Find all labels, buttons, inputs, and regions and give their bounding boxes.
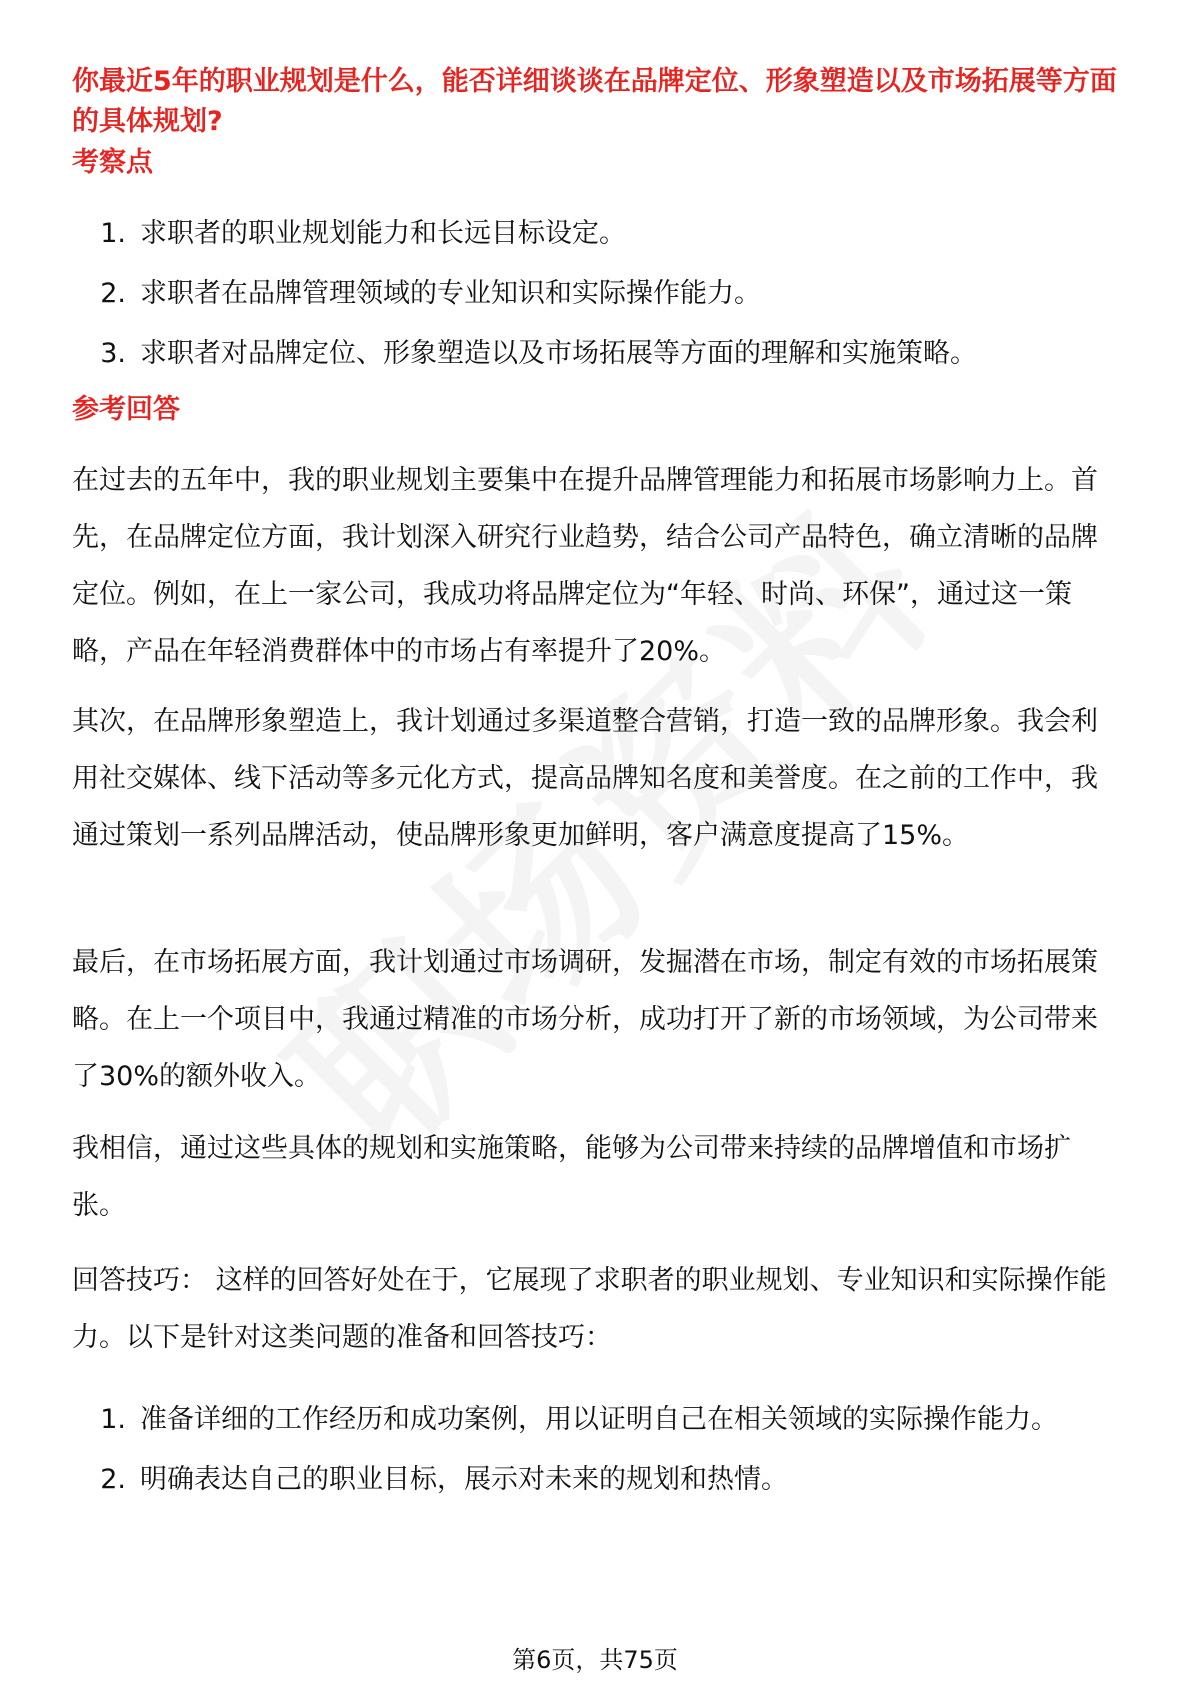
list-item-text: 明确表达自己的职业目标，展示对未来的规划和热情。 — [140, 1464, 788, 1495]
list-item-text: 求职者的职业规划能力和长远目标设定。 — [140, 218, 626, 249]
list-item-text: 求职者在品牌管理领域的专业知识和实际操作能力。 — [140, 278, 761, 309]
answer-paragraph: 在过去的五年中，我的职业规划主要集中在提升品牌管理能力和拓展市场影响力上。首先，在品牌定位方面，我计划深入研究行业趋势，结合公司产品特色，确立清晰的品牌定位。例如，在上一家公司，我成功将品牌定位为“年轻、时尚、环保”，通过这一策略，产品在年轻消费群体中的市场占有率提升了20%。 — [72, 465, 1098, 667]
list-item: 1. 求职者的职业规划能力和长远目标设定。 — [72, 216, 1122, 252]
answer-paragraph: 其次，在品牌形象塑造上，我计划通过多渠道整合营销，打造一致的品牌形象。我会利用社交媒体、线下活动等多元化方式，提高品牌知名度和美誉度。在之前的工作中，我通过策划一系列品牌活动，使品牌形象更加鲜明，客户满意度提高了15%。 — [72, 706, 1098, 851]
page-number: 第6页，共75页 — [512, 1646, 678, 1674]
list-item-text: 准备详细的工作经历和成功案例，用以证明自己在相关领域的实际操作能力。 — [140, 1404, 1058, 1435]
tips-list — [72, 1402, 1122, 1522]
list-item: 3. 求职者对品牌定位、形象塑造以及市场拓展等方面的理解和实施策略。 — [72, 336, 1122, 372]
list-item: 2. 明确表达自己的职业目标，展示对未来的规划和热情。 — [72, 1462, 1122, 1498]
question-title: 你最近5年的职业规划是什么，能否详细谈谈在品牌定位、形象塑造以及市场拓展等方面的具体规划? — [72, 66, 1117, 137]
answer-paragraph: 我相信，通过这些具体的规划和实施策略，能够为公司带来持续的品牌增值和市场扩张。 — [72, 1133, 1071, 1221]
list-item: 2. 求职者在品牌管理领域的专业知识和实际操作能力。 — [72, 276, 1122, 312]
answer-paragraph: 最后，在市场拓展方面，我计划通过市场调研，发掘潜在市场，制定有效的市场拓展策略。在上一个项目中，我通过精准的市场分析，成功打开了新的市场领域，为公司带来了30%的额外收入。 — [72, 947, 1098, 1092]
list-item-text: 求职者对品牌定位、形象塑造以及市场拓展等方面的理解和实施策略。 — [140, 338, 977, 369]
tips-paragraph: 回答技巧： 这样的回答好处在于，它展现了求职者的职业规划、专业知识和实际操作能力。以下是针对这类问题的准备和回答技巧： — [72, 1265, 1107, 1353]
list-item: 1. 准备详细的工作经历和成功案例，用以证明自己在相关领域的实际操作能力。 — [72, 1402, 1122, 1438]
section-heading-points: 考察点 — [72, 147, 153, 178]
section-heading-answer: 参考回答 — [72, 394, 180, 425]
points-list — [72, 216, 1122, 396]
